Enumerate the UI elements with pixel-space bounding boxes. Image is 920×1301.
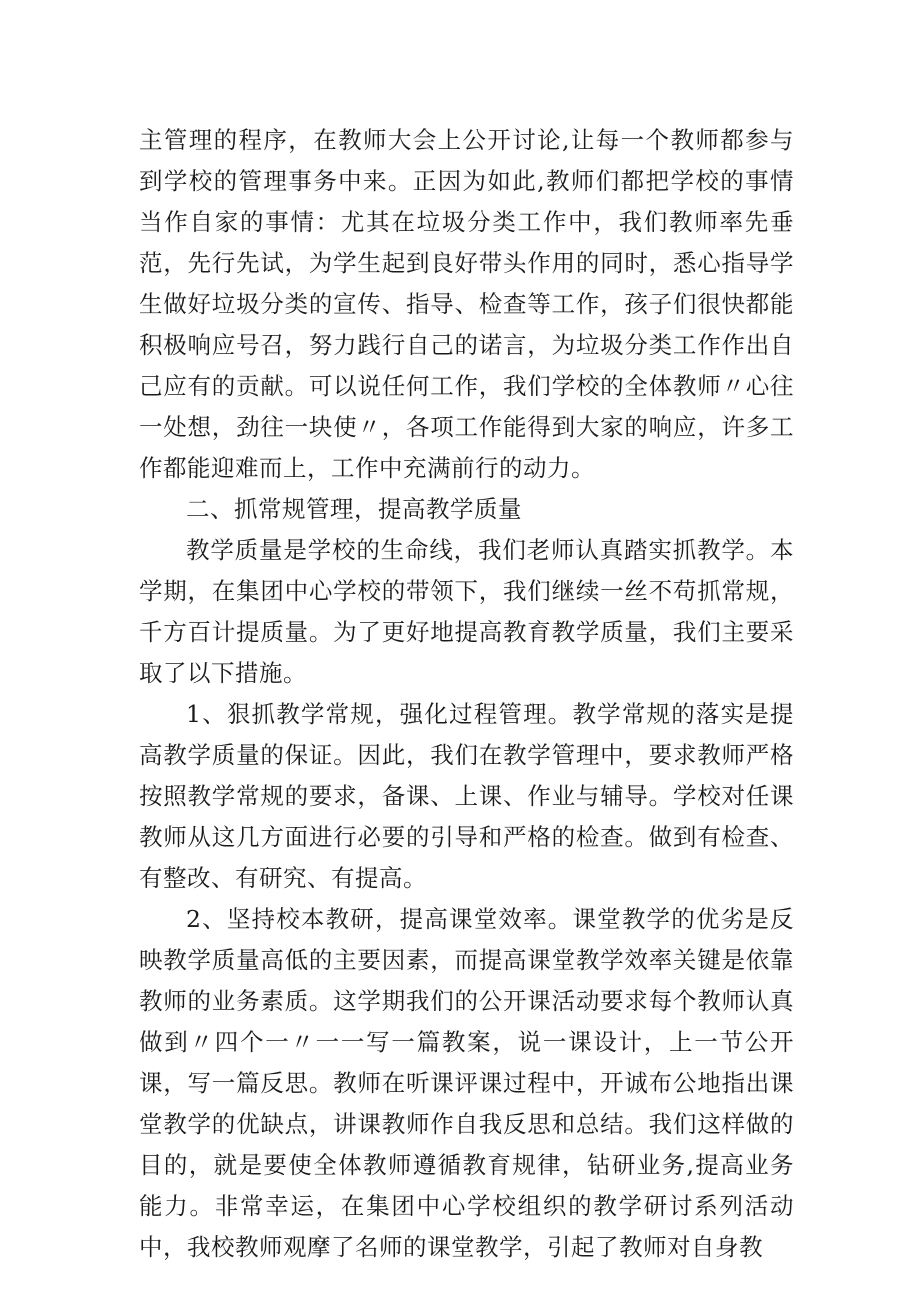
- body-text: [139, 120, 794, 1268]
- section-heading: 二、抓常规管理，提高教学质量: [186, 495, 522, 523]
- paragraph-continuation: 主管理的程序，在教师大会上公开讨论,让每一个教师都参与到学校的管理事务中来。正因为如此,教师们都把学校的事情当作自家的事情：尤其在垃圾分类工作中，我们教师率先垂范，先行先试，为学生起到良好带头作用的同时，悉心指导学生做好垃圾分类的宣传、指导、检查等工作，孩子们很快都能积极响应号召，努力践行自己的诺言，为垃圾分类工作作出自己应有的贡献。可以说任何工作，我们学校的全体教师〃心往一处想，劲往一块使〃，各项工作能得到大家的响应，许多工作都能迎难而上，工作中充满前行的动力。: [139, 126, 794, 482]
- paragraph-item-1: 1、狠抓教学常规，强化过程管理。教学常规的落实是提高教学质量的保证。因此，我们在教学管理中，要求教师严格按照教学常规的要求，备课、上课、作业与辅导。学校对任课教师从这几方面进行必要的引导和严格的检查。做到有检查、有整改、有研究、有提高。: [139, 700, 794, 892]
- paragraph-item-2: 2、坚持校本教研，提高课堂效率。课堂教学的优劣是反映教学质量高低的主要因素，而提高课堂教学效率关键是依靠教师的业务素质。这学期我们的公开课活动要求每个教师认真做到〃四个一〃一一写一篇教案，说一课设计，上一节公开课，写一篇反思。教师在听课评课过程中，开诚布公地指出课堂教学的优缺点，讲课教师作自我反思和总结。我们这样做的目的，就是要使全体教师遵循教育规律，钻研业务,提高业务能力。非常幸运，在集团中心学校组织的教学研讨系列活动中，我校教师观摩了名师的课堂教学，引起了教师对自身教: [139, 905, 794, 1261]
- paragraph-teaching-quality: 教学质量是学校的生命线，我们老师认真踏实抓教学。本学期，在集团中心学校的带领下，我们继续一丝不苟抓常规，千方百计提质量。为了更好地提高教育教学质量，我们主要采取了以下措施。: [139, 536, 794, 687]
